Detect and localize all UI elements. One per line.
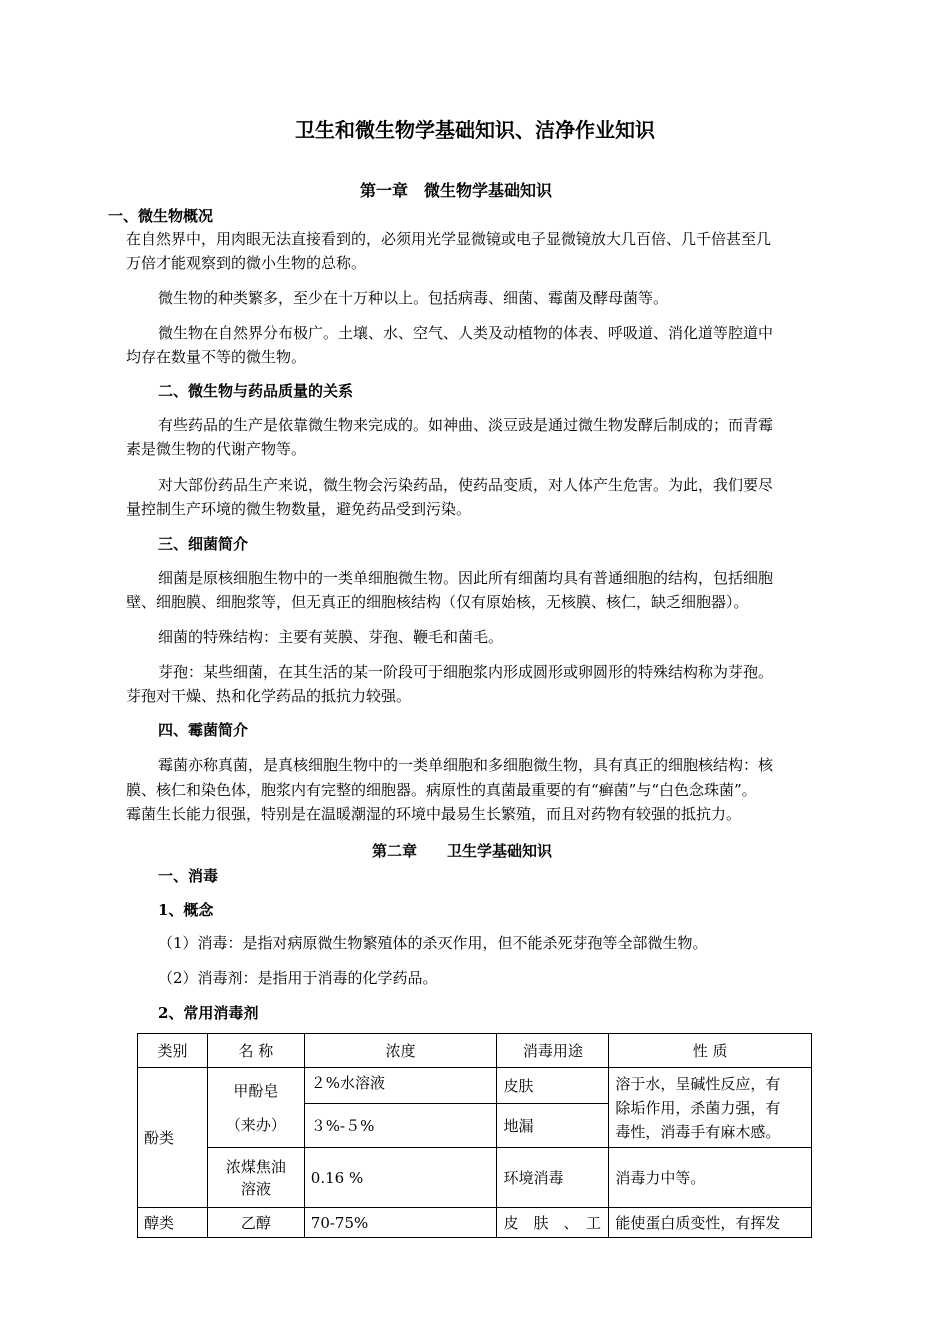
property-text: 消毒力中等。 (615, 1168, 706, 1187)
paragraph-line: 膜、核仁和染色体，胞浆内有完整的细胞器。病原性的真菌最重要的有“癣菌”与“白色念珠菌”。 (126, 781, 757, 799)
name-text: 乙醇 (240, 1213, 271, 1232)
header-name: 名 称 (207, 1034, 304, 1068)
use-text: 皮肤 (503, 1076, 534, 1095)
property-line: 除垢作用，杀菌力强，有 (615, 1098, 781, 1117)
name-cell (207, 1148, 304, 1208)
paragraph-line: 霉菌生长能力很强，特别是在温暖潮湿的环境中最易生长繁殖，而且对药物有较强的抵抗力。 (126, 805, 742, 823)
use-cell (497, 1104, 609, 1148)
concentration-text: 70-75% (310, 1213, 369, 1232)
concentration-cell (304, 1148, 497, 1208)
chapter1-heading: 第一章 微生物学基础知识 (360, 181, 553, 200)
definition-line: （1）消毒：是指对病原微生物繁殖体的杀灭作用，但不能杀死芽孢等全部微生物。 (158, 934, 708, 952)
paragraph-line: 均存在数量不等的微生物。 (126, 348, 307, 366)
name-line: （来办） (225, 1115, 286, 1134)
category-cell (138, 1068, 208, 1208)
use-text: 皮 肤 、 工 (503, 1213, 601, 1232)
section-heading: 三、细菌简介 (158, 535, 249, 553)
paragraph-line: 在自然界中，用肉眼无法直接看到的，必须用光学显微镜或电子显微镜放大几百倍、几千倍甚至几 (126, 230, 772, 248)
property-line: 溶于水，呈碱性反应，有 (615, 1074, 781, 1093)
header-concentration: 浓度 (304, 1034, 497, 1068)
section-heading: 一、消毒 (158, 867, 219, 885)
section-heading: 一、微生物概况 (108, 207, 214, 225)
name-line: 甲酚皂 (233, 1081, 279, 1100)
concentration-text: ３%-５% (310, 1116, 375, 1135)
header-use: 消毒用途 (497, 1034, 609, 1068)
name-cell (207, 1208, 304, 1238)
property-cell (609, 1208, 812, 1238)
category-text: 酚类 (144, 1128, 175, 1147)
category-text: 醇类 (144, 1213, 175, 1232)
paragraph-line: 微生物在自然界分布极广。土壤、水、空气、人类及动植物的体表、呼吸道、消化道等腔道中 (158, 324, 774, 342)
chapter2-heading: 第二章 卫生学基础知识 (372, 842, 553, 860)
paragraph-line: 万倍才能观察到的微小生物的总称。 (126, 254, 367, 272)
table-row (138, 1208, 812, 1238)
property-cell (609, 1068, 812, 1148)
table-row (138, 1068, 812, 1104)
property-line: 毒性，消毒手有麻木感。 (615, 1122, 781, 1141)
table-row (138, 1148, 812, 1208)
concentration-cell (304, 1104, 497, 1148)
paragraph-line: 有些药品的生产是依靠微生物来完成的。如神曲、淡豆豉是通过微生物发酵后制成的；而青霉 (158, 416, 774, 434)
paragraph-line: 芽孢：某些细菌，在其生活的某一阶段可于细胞浆内形成圆形或卵圆形的特殊结构称为芽孢。 (158, 663, 774, 681)
name-line: 溶液 (240, 1179, 271, 1198)
section-heading: 二、微生物与药品质量的关系 (158, 382, 354, 400)
section-heading: 四、霉菌简介 (158, 721, 249, 739)
paragraph-line: 量控制生产环境的微生物数量，避免药品受到污染。 (126, 500, 472, 518)
concentration-cell (304, 1068, 497, 1104)
definition-line: （2）消毒剂：是指用于消毒的化学药品。 (158, 969, 438, 987)
property-cell (609, 1148, 812, 1208)
use-text: 环境消毒 (503, 1168, 564, 1187)
paragraph-line: 芽孢对干燥、热和化学药品的抵抗力较强。 (126, 687, 412, 705)
use-cell (497, 1148, 609, 1208)
paragraph-line: 壁、细胞膜、细胞浆等，但无真正的细胞核结构（仅有原始核，无核膜、核仁，缺乏细胞器）。 (126, 593, 749, 611)
concentration-text: 0.16 % (310, 1168, 364, 1187)
paragraph-line: 霉菌亦称真菌，是真核细胞生物中的一类单细胞和多细胞微生物，具有真正的细胞核结构：核 (158, 756, 774, 774)
name-line: 浓煤焦油 (225, 1157, 286, 1176)
paragraph-line: 细菌的特殊结构：主要有荚膜、芽孢、鞭毛和菌毛。 (158, 628, 504, 646)
use-text: 地漏 (503, 1116, 534, 1135)
category-cell (138, 1208, 208, 1238)
subsection-heading: 2、常用消毒剂 (158, 1004, 259, 1022)
use-cell (497, 1068, 609, 1104)
document-title: 卫生和微生物学基础知识、洁净作业知识 (295, 118, 655, 142)
subsection-heading: 1、概念 (158, 901, 214, 919)
header-property: 性 质 (609, 1034, 812, 1068)
concentration-cell (304, 1208, 497, 1238)
table-header-row (138, 1034, 812, 1068)
paragraph-line: 素是微生物的代谢产物等。 (126, 440, 307, 458)
header-category: 类别 (138, 1034, 208, 1068)
property-text: 能使蛋白质变性，有挥发 (615, 1213, 781, 1232)
paragraph-line: 对大部份药品生产来说，微生物会污染药品，使药品变质，对人体产生危害。为此，我们要尽 (158, 476, 774, 494)
paragraph-line: 微生物的种类繁多，至少在十万种以上。包括病毒、细菌、霉菌及酵母菌等。 (158, 289, 669, 307)
disinfectant-table (137, 1033, 812, 1238)
concentration-text: ２%水溶液 (310, 1074, 386, 1092)
name-cell (207, 1068, 304, 1148)
paragraph-line: 细菌是原核细胞生物中的一类单细胞微生物。因此所有细菌均具有普通细胞的结构，包括细胞 (158, 569, 774, 587)
use-cell (497, 1208, 609, 1238)
